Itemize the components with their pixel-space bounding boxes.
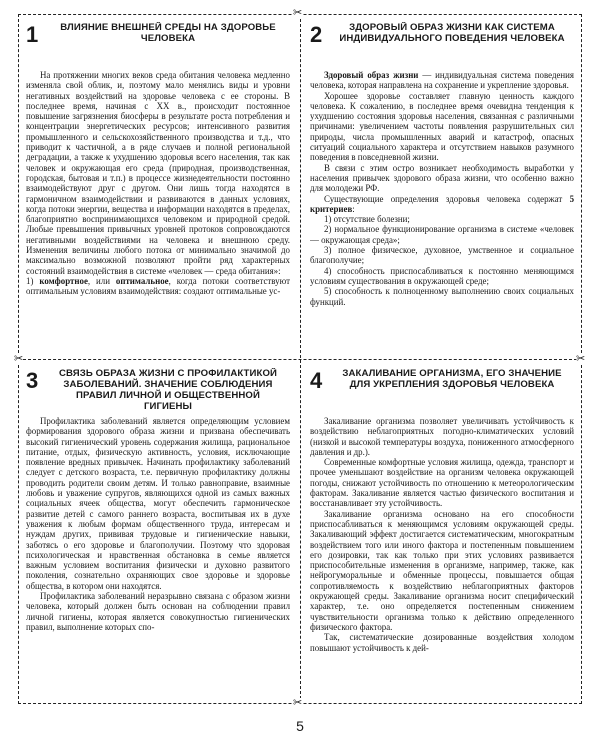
card-paragraph: Закаливание организма основано на его способности приспосабливаться к меняющимся условиям окружающей среды. Закаливающий эффект достигается систематическим, многократным воздействием того или иного фактора и постепенным повышением его дозировки, так как только при этих условиях развивается приспособительные изменения в организме, например, также, как нейрогуморальные и обменные процессы, повышается общая сопротивляемость к воздействию неблагоприятных факторов окружающей среды. Закаливание организма носит специфический характер, т.е. оно определяется постепенным снижением чувствительности организма только к действию определенного физического фактора. [310, 508, 574, 632]
card-number: 4 [310, 368, 323, 393]
card-heading: ЗДОРОВЫЙ ОБРАЗ ЖИЗНИ КАК СИСТЕМА ИНДИВИДУАЛЬНОГО ПОВЕДЕНИЯ ЧЕЛОВЕКА [339, 22, 565, 44]
card-paragraph: В связи с этим остро возникает необходимость выработки у населения привычек здорового образа жизни, что особенно важно для молодежи РФ. [310, 162, 574, 194]
criterion-item: 4) способность приспосабливаться к постоянно меняющимся условиям существования в окружающей среде; [310, 265, 574, 286]
card-heading: СВЯЗЬ ОБРАЗА ЖИЗНИ С ПРОФИЛАКТИКОЙ ЗАБОЛЕВАНИЙ. ЗНАЧЕНИЕ СОБЛЮДЕНИЯ ПРАВИЛ ЛИЧНОЙ И ОБЩЕСТВЕННОЙ ГИГИЕНЫ [58, 368, 278, 412]
criterion-item: 3) полное физическое, духовное, умственное и социальное благополучие; [310, 245, 574, 266]
criterion-item: 1) отсутствие болезни; [324, 214, 410, 225]
scissors-icon: ✂ [14, 353, 24, 365]
term-bold: оптимальное [115, 275, 169, 286]
card-paragraph: Современные комфортные условия жилища, одежда, транспорт и прочее уменьшают воздействие на организм человека окружающей погоды, снижают устойчивость по отношению к метеорологическим факторам. Закаливание является частью физического воспитания и восстанавливает эту устойчивость. [310, 457, 574, 509]
card-1 [26, 22, 290, 352]
card-paragraph: Закаливание организма позволяет увеличивать устойчивость к воздействию неблагоприятных погодно-климатических условий (низкой и высокой температуры воздуха, пониженного атмосферного давления и др.). [310, 416, 574, 457]
list-prefix: 1) [26, 275, 34, 286]
intro-text: : [352, 203, 355, 214]
card-number: 2 [310, 22, 323, 47]
scissors-icon: ✂ [576, 353, 586, 365]
term-bold: Здоровый образ жизни [324, 70, 419, 80]
term-bold: 5 критериев [310, 193, 574, 214]
card-number: 3 [26, 368, 39, 393]
criteria-intro [310, 194, 574, 215]
page-sheet [14, 7, 586, 709]
card-heading: ВЛИЯНИЕ ВНЕШНЕЙ СРЕДЫ НА ЗДОРОВЬЕ ЧЕЛОВЕКА [60, 22, 276, 44]
card-lead [310, 70, 574, 91]
horizontal-cut-line [18, 359, 582, 360]
card-paragraph: Хорошее здоровье составляет главную ценность каждого человека. К сожалению, в последнее время очевидна тенденция к ухудшению состояния здоровья населения, связанная с различными причинами: увеличением частоты появления разрушительных сил природы, числа промышленных аварий и катастроф, опасных ситуаций социального характера и отсутствием навыков разумного поведения в повседневной жизни. [310, 90, 574, 163]
card-4 [310, 368, 574, 698]
card-paragraph: На протяжении многих веков среда обитания человека медленно изменяла свой облик, и, поэтому мало менялись виды и уровни негативных воздействий на здоровье человека с ее стороны. В последнее время, начиная с XX в., происходит постоянное повышение загрязнения биосферы в результате роста потребления и концентрации энергетических ресурсов; интенсивного развития промышленного и сельскохозяйственного производства и т.д., что приводит к частичной, а в ряде случаев и полной региональной деградации, а также к ухудшению здоровья всего населения, так как человек и окружающая его среда (природная, производственная, городская, бытовая и т.п.) в процессе жизнедеятельности постоянно взаимодействуют друг с другом. Они лишь тогда находятся в гармоничном взаимодействии и развиваются в данных условиях, когда потоки энергии, вещества и информации находятся в пределах, благоприятно воспринимающихся человеком и природной средой. Любые превышения привычных уровней протоков сопровождаются негативными воздействиями на человека и внешнюю среду. Изменения величины любого потока от минимально значимой до максимально возможной позволяют пройти ряд характерных состояний взаимодействия в системе «человек — среда обитания»: [26, 70, 290, 276]
card-3 [26, 368, 290, 698]
card-body [26, 70, 290, 297]
intro-text: Существующие определения здоровья человека содержат [324, 193, 570, 204]
card-paragraph: Так, систематические дозированные воздействия холодом повышают устойчивость к дей- [310, 632, 574, 653]
card-body [310, 70, 574, 307]
scissors-icon: ✂ [293, 697, 303, 709]
card-heading: ЗАКАЛИВАНИЕ ОРГАНИЗМА, ЕГО ЗНАЧЕНИЕ ДЛЯ УКРЕПЛЕНИЯ ЗДОРОВЬЯ ЧЕЛОВЕКА [342, 368, 562, 390]
list-text: , или [87, 275, 110, 286]
card-number: 1 [26, 22, 39, 47]
card-2 [310, 22, 574, 352]
card-body [310, 416, 574, 653]
criterion-item: 5) способность к полноценному выполнению своих социальных функций. [310, 286, 574, 307]
list-text: , когда потоки соответствуют оптимальным условиям взаимодействия: создают оптимальные ус- [26, 275, 290, 297]
list-item [26, 276, 290, 297]
page-number: 5 [296, 718, 304, 734]
card-paragraph: Профилактика заболеваний является определяющим условием формирования здорового образа жизни и призвана обеспечивать высокий гигиенический уровень содержания жилища, рациональное питание, отдых, физическую активность, условия, исключающие появление вредных привычек. Начинать профилактику заболеваний следует с детского возраста, т.е. первичную профилактику должны проводить родители своим детям. И только равноправие, взаимные любовь и уважение супругов, являющихся одной из самых важных социальных ячеек общества, могут обеспечить гармоническое развитие детей с самого раннего возраста, воспитывая их в духе уважения к любым формам общественного труда, интересам и нуждам других, прививая трудовые и гигиенические навыки, заботясь о его здоровье и благополучии. Поэтому что здоровая психологическая и нравственная обстановка в семье является важным условием воспитания физически и духовно развитого поколения, сознательно охраняющих свое здоровье и здоровье общества, в котором они находятся. [26, 416, 290, 591]
card-body [26, 416, 290, 632]
criterion-item: 2) нормальное функционирование организма в системе «человек — окружающая среда»; [310, 224, 574, 245]
term-bold: комфортное [39, 275, 88, 286]
lead-text: — индивидуальная система поведения человека, которая направлена на сохранение и укрепление здоровья. [310, 70, 574, 91]
card-paragraph: Профилактика заболеваний неразрывно связана с образом жизни человека, который должен быть основан на соблюдении правил личной гигиены, которая является совокупностью гигиенических правил, выполнение которых спо- [26, 591, 290, 632]
scissors-icon: ✂ [293, 7, 303, 19]
